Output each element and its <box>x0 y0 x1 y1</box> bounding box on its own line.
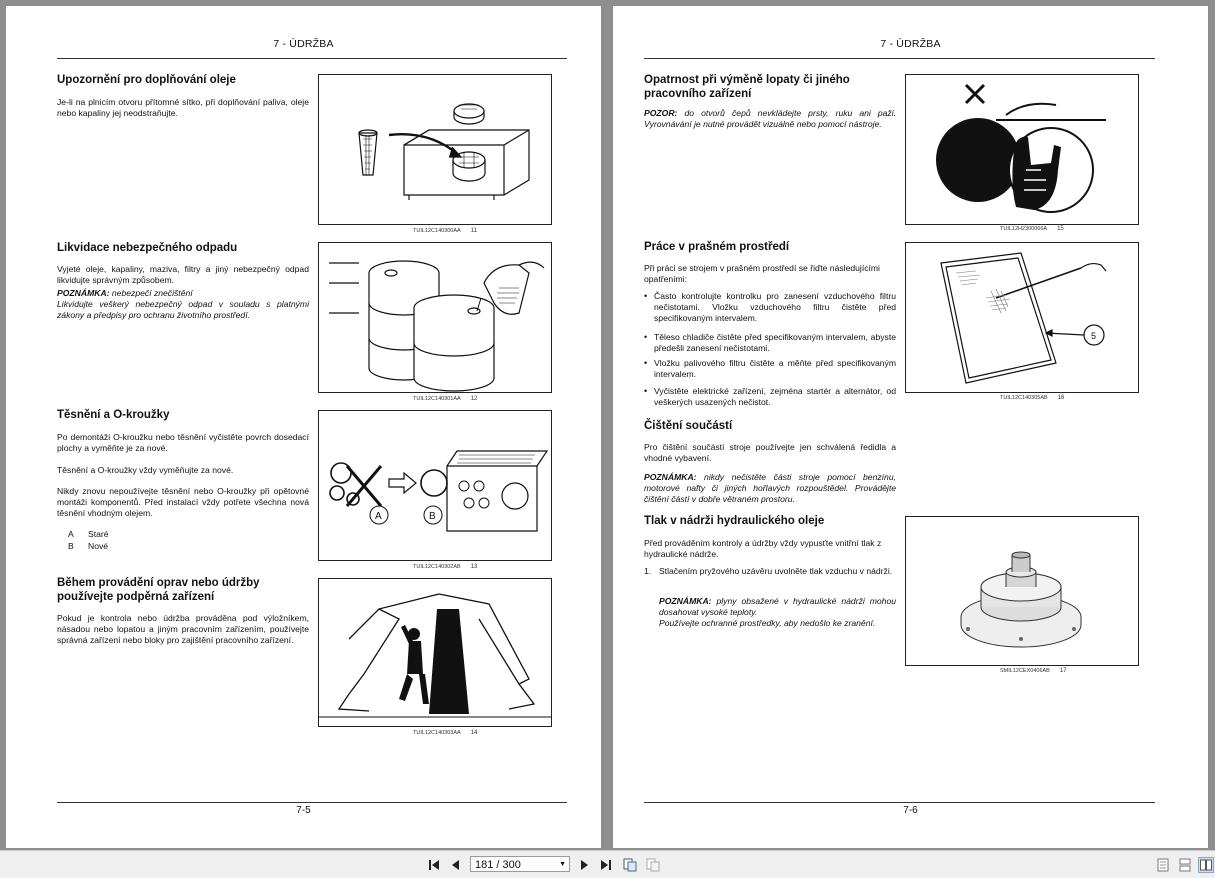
page-number: 7-5 <box>296 805 311 816</box>
note-body: POZNÁMKA: plyny obsažené v hydraulické nádrži mohou dosahovat vysoké teploty. <box>659 596 896 617</box>
note-body: Likvidujte veškerý nebezpečný odpad v souladu s platnými zákony a předpisy pro ochranu životního prostředí. <box>57 299 309 320</box>
figure-oil-filler <box>318 74 552 225</box>
continuous-icon[interactable] <box>1177 857 1193 873</box>
page-selector[interactable]: 181 / 300 ▼ <box>470 856 570 872</box>
facing-pages-icon[interactable] <box>1198 857 1214 873</box>
svg-text:B: B <box>429 511 436 522</box>
legend-item: B Nové <box>68 541 109 551</box>
section-body: Je-li na plnicím otvoru přítomné sítko, při doplňování paliva, oleje nebo kapaliny jej neodstraňujte. <box>57 97 309 118</box>
callout-label: 5 <box>1091 331 1097 341</box>
next-page-icon[interactable] <box>577 857 593 873</box>
figure-caption: TUIL12C140303AA 14 <box>413 730 478 736</box>
section-body: Těsnění a O-kroužky vždy vyměňujte za nové. <box>57 465 234 475</box>
section-title: Opatrnost při výměně lopaty či jiného pracovního zařízení <box>644 74 850 100</box>
figure-air-filter-cleaning <box>905 242 1139 393</box>
bullet-item: • Vyčistěte elektrické zařízení, zejména startér a alternátor, od veškerých usazených nečistot. <box>644 386 896 407</box>
page-left <box>6 6 601 848</box>
section-title: Likvidace nebezpečného odpadu <box>57 242 238 254</box>
figure-caption: SMIL12CEX0406AB 17 <box>1000 668 1067 674</box>
step-item: 1. Stlačením pryžového uzávěru uvolněte tlak vzduchu v nádrži. <box>644 566 893 576</box>
figure-caption: TUIL12H2300066A 15 <box>1000 226 1064 232</box>
bullet-item: • Často kontrolujte kontrolku pro zanesení vzduchového filtru nečistotami. Vložku vzduchového filtru čistěte před specifikovaným intervalem. <box>644 291 896 323</box>
figure-hydraulic-tank-cap <box>905 516 1139 666</box>
page-number: 7-6 <box>903 805 918 816</box>
running-head: 7 - ÚDRŽBA <box>880 38 941 50</box>
section-body: Po demontáži O-kroužku nebo těsnění vyčistěte povrch dosedací plochy a vyměňte je za nové. <box>57 432 309 453</box>
section-title: Tlak v nádrži hydraulického oleje <box>644 515 825 527</box>
note-body: POZOR: do otvorů čepů nevkládejte prsty, ruku ani paži. Vyrovnávání je nutné provádět vizuálně nebo pomocí nástroje. <box>644 108 897 129</box>
figure-waste-drums <box>318 242 552 393</box>
note-line: POZNÁMKA: nebezpečí znečištění <box>57 288 193 298</box>
figure-caption: TUIL12C140300AA 11 <box>413 228 477 234</box>
section-title: Práce v prašném prostředí <box>644 241 790 253</box>
section-title: Upozornění pro doplňování oleje <box>57 74 236 86</box>
svg-text:A: A <box>375 511 382 522</box>
figure-support-blocks <box>318 578 552 727</box>
bullet-item: • Vložku palivového filtru čistěte a měňte před specifikovaným intervalem. <box>644 358 896 379</box>
section-title: Čištění součástí <box>644 420 733 432</box>
section-body: Vyjeté oleje, kapaliny, maziva, filtry a jiný nebezpečný odpad likvidujte správným způsobem. <box>57 264 309 285</box>
running-head: 7 - ÚDRŽBA <box>273 38 334 50</box>
header-rule <box>57 58 567 59</box>
figure-caption: TUIL12C140302AB 13 <box>413 564 478 570</box>
section-body: Pro čištění součástí stroje používejte jen schválená ředidla a vhodné vybavení. <box>644 442 896 463</box>
note-body: Používejte ochranné prostředky, aby nedošlo ke zranění. <box>659 618 876 628</box>
figure-pin-hole-warning <box>905 74 1139 225</box>
fit-width-icon[interactable] <box>645 857 661 873</box>
bullet-item: • Těleso chladiče čistěte před specifikovaným intervalem, abyste předešli zanesení nečistotami. <box>644 332 896 353</box>
figure-caption: TUIL12C140305AB 16 <box>1000 395 1065 401</box>
page-right <box>613 6 1208 848</box>
legend-item: A Staré <box>68 529 109 539</box>
section-body: Při práci se strojem v prašném prostředí se řiďte následujícími opatřeními: <box>644 263 880 284</box>
prev-page-icon[interactable] <box>447 857 463 873</box>
chevron-down-icon[interactable]: ▼ <box>559 861 566 868</box>
single-page-icon[interactable] <box>1155 857 1171 873</box>
section-body: Pokud je kontrola nebo údržba prováděna pod výložníkem, násadou nebo lopatou a jiným pracovním zařízením, používejte správná zařízení nebo bloky pro zajištění pracovního zařízení. <box>57 613 309 645</box>
footer-rule <box>57 802 567 803</box>
figure-o-rings <box>318 410 552 561</box>
last-page-icon[interactable] <box>598 857 614 873</box>
section-title: Těsnění a O-kroužky <box>57 409 170 421</box>
navigation-toolbar <box>0 850 1215 878</box>
header-rule <box>644 58 1155 59</box>
section-title: Během provádění oprav nebo údržby používejte podpěrná zařízení <box>57 577 260 603</box>
footer-rule <box>644 802 1155 803</box>
figure-caption: TUIL12C140301AA 12 <box>413 396 478 402</box>
first-page-icon[interactable] <box>426 857 442 873</box>
section-body: Nikdy znovu nepoužívejte těsnění nebo O-kroužky při opětovné montáži komponentů. Před instalací vždy potřete všechna nová těsnění vhodným olejem. <box>57 486 309 518</box>
section-body: Před prováděním kontroly a údržby vždy vypusťte vnitřní tlak z hydraulické nádrže. <box>644 538 882 559</box>
fit-page-icon[interactable] <box>622 857 638 873</box>
note-body: POZNÁMKA: nikdy nečistěte části stroje pomocí benzínu, motorové nafty či jiných hořlavých rozpouštědel. Provádějte čištění částí v dobře větraném prostoru. <box>644 472 896 504</box>
